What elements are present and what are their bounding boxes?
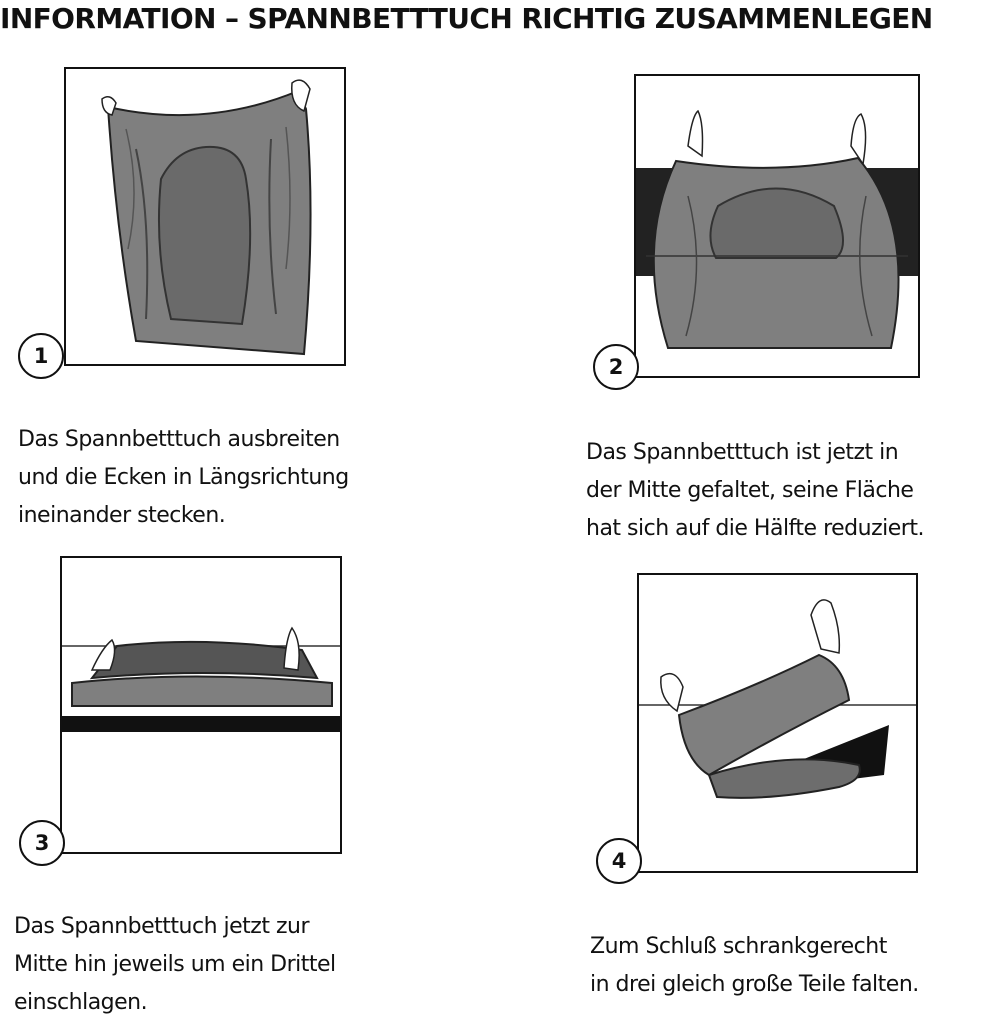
- step-2-illustration: [634, 74, 920, 378]
- step-2-caption-line: Das Spannbetttuch ist jetzt in: [586, 440, 899, 465]
- step-3-caption-line: einschlagen.: [14, 990, 148, 1015]
- step-3-caption-line: Das Spannbetttuch jetzt zur: [14, 914, 310, 939]
- step-1-caption-line: ineinander stecken.: [18, 503, 226, 528]
- sheet-thirds-drawing: [62, 558, 340, 852]
- step-2-number: 2: [593, 344, 639, 390]
- step-3-caption-line: Mitte hin jeweils um ein Drittel: [14, 952, 336, 977]
- step-4-caption: [590, 928, 919, 1004]
- page-title: INFORMATION – SPANNBETTTUCH RICHTIG ZUSAMMENLEGEN: [0, 2, 933, 35]
- step-2-caption: [586, 434, 924, 548]
- step-2-caption-line: der Mitte gefaltet, seine Fläche: [586, 478, 914, 503]
- sheet-folded-final-drawing: [639, 575, 916, 871]
- step-4-number: 4: [596, 838, 642, 884]
- step-4-caption-line: Zum Schluß schrankgerecht: [590, 934, 887, 959]
- step-3-illustration: [60, 556, 342, 854]
- sheet-folded-half-drawing: [636, 76, 918, 376]
- step-1-caption-line: und die Ecken in Längsrichtung: [18, 465, 349, 490]
- step-1-number: 1: [18, 333, 64, 379]
- step-1-caption: [18, 421, 349, 535]
- step-1-caption-line: Das Spannbetttuch ausbreiten: [18, 427, 340, 452]
- sheet-spread-drawing: [66, 69, 344, 364]
- step-2-caption-line: hat sich auf die Hälfte reduziert.: [586, 516, 924, 541]
- step-4-illustration: [637, 573, 918, 873]
- step-3-number: 3: [19, 820, 65, 866]
- step-1-illustration: [64, 67, 346, 366]
- step-3-caption: [14, 908, 336, 1022]
- step-4-caption-line: in drei gleich große Teile falten.: [590, 972, 919, 997]
